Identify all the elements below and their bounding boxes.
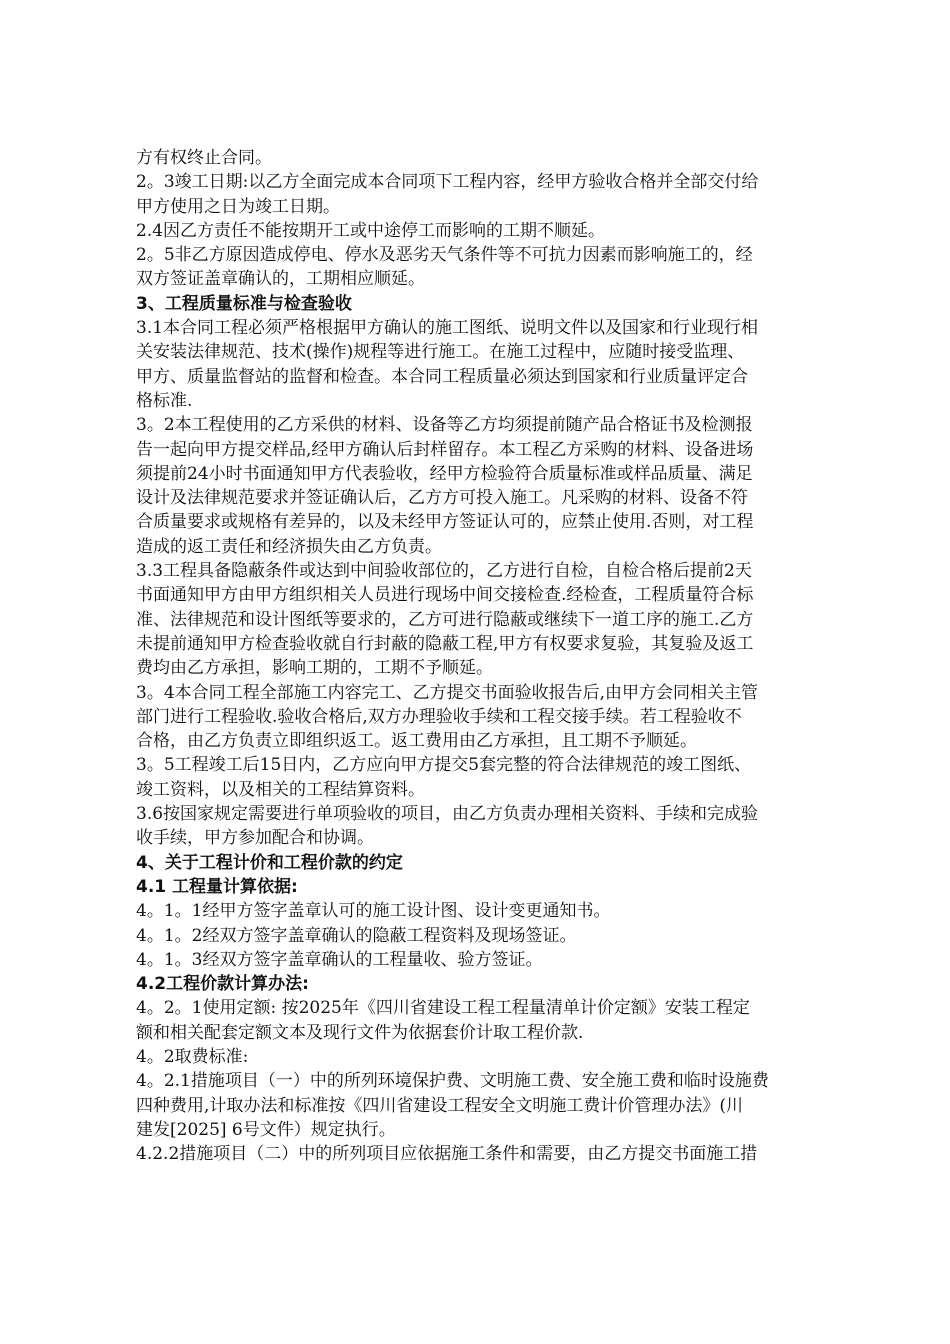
paragraph-line: 部门进行工程验收.验收合格后,双方办理验收手续和工程交接手续。若工程验收不 [136,706,742,727]
paragraph-line: 书面通知甲方由甲方组织相关人员进行现场中间交接检查.经检查，工程质量符合标 [136,585,754,606]
paragraph-line: 4。1。2经双方签字盖章确认的隐蔽工程资料及现场签证。 [136,925,577,946]
paragraph-line: 关安装法律规范、技术(操作)规程等进行施工。在施工过程中，应随时接受监理、 [136,342,745,363]
paragraph-line: 造成的返工责任和经济损失由乙方负责。 [136,536,442,557]
paragraph-line: 收手续，甲方参加配合和协调。 [136,828,374,849]
paragraph-line: 额和相关配套定额文本及现行文件为依据套价计取工程价款. [136,1022,584,1043]
paragraph-line: 甲方使用之日为竣工日期。 [136,196,340,217]
paragraph-line: 合格，由乙方负责立即组织返工。返工费用由乙方承担，且工期不予顺延。 [136,731,697,752]
paragraph-line: 3.1本合同工程必须严格根据甲方确认的施工图纸、说明文件以及国家和行业现行相 [136,318,759,339]
section-heading: 4.2工程价款计算办法: [136,974,309,995]
paragraph-line: 3。2本工程使用的乙方采供的材料、设备等乙方均须提前随产品合格证书及检测报 [136,415,753,436]
paragraph-line: 3。5工程竣工后15日内，乙方应向甲方提交5套完整的符合法律规范的竣工图纸、 [136,755,752,776]
paragraph-line: 竣工资料，以及相关的工程结算资料。 [136,779,425,800]
paragraph-line: 4。2.1措施项目（一）中的所列环境保护费、文明施工费、安全施工费和临时设施费 [136,1071,769,1092]
paragraph-line: 合质量要求或规格有差异的，以及未经甲方签证认可的，应禁止使用.否则，对工程 [136,512,754,533]
document-page [136,146,862,1166]
paragraph-line: 2。5非乙方原因造成停电、停水及恶劣天气条件等不可抗力因素而影响施工的，经 [136,245,753,266]
paragraph-line: 4。1。3经双方签字盖章确认的工程量收、验方签证。 [136,949,543,970]
section-heading: 4、关于工程计价和工程价款的约定 [136,852,403,873]
paragraph-line: 设计及法律规范要求并签证确认后，乙方方可投入施工。凡采购的材料、设备不符 [136,488,748,509]
paragraph-line: 3.6按国家规定需要进行单项验收的项目，由乙方负责办理相关资料、手续和完成验 [136,804,759,825]
section-heading: 3、工程质量标准与检查验收 [136,293,352,314]
paragraph-line: 4.2.2措施项目（二）中的所列项目应依据施工条件和需要，由乙方提交书面施工措 [136,1144,758,1165]
paragraph-line: 未提前通知甲方检查验收就自行封蔽的隐蔽工程,甲方有权要求复验，其复验及返工 [136,633,754,654]
paragraph-line: 须提前24小时书面通知甲方代表验收，经甲方检验符合质量标准或样品质量、满足 [136,463,753,484]
paragraph-line: 格标准. [136,390,193,411]
paragraph-line: 四种费用,计取办法和标准按《四川省建设工程安全文明施工费计价管理办法》(川 [136,1095,744,1116]
paragraph-line: 4。1。1经甲方签字盖章认可的施工设计图、设计变更通知书。 [136,901,611,922]
paragraph-line: 双方签证盖章确认的，工期相应顺延。 [136,269,425,290]
paragraph-line: 4。2取费标准: [136,1046,249,1067]
paragraph-line: 3.3工程具备隐蔽条件或达到中间验收部位的，乙方进行自检，自检合格后提前2天 [136,561,752,582]
paragraph-line: 3。4本合同工程全部施工内容完工、乙方提交书面验收报告后,由甲方会同相关主管 [136,682,759,703]
paragraph-line: 2.4因乙方责任不能按期开工或中途停工而影响的工期不顺延。 [136,220,606,241]
paragraph-line: 准、法律规范和设计图纸等要求的，乙方可进行隐蔽或继续下一道工序的施工.乙方 [136,609,754,630]
paragraph-line: 费均由乙方承担，影响工期的，工期不予顺延。 [136,658,493,679]
paragraph-line: 方有权终止合同。 [136,148,272,168]
paragraph-line: 甲方、质量监督站的监督和检查。本合同工程质量必须达到国家和行业质量评定合 [136,366,748,387]
paragraph-line: 告一起向甲方提交样品,经甲方确认后封样留存。本工程乙方采购的材料、设备进场 [136,439,754,460]
paragraph-line: 2。3竣工日期:以乙方全面完成本合同项下工程内容，经甲方验收合格并全部交付给 [136,172,759,193]
paragraph-line: 建发[2025] 6号文件）规定执行。 [136,1119,396,1140]
paragraph-line: 4。2。1使用定额: 按2025年《四川省建设工程工程量清单计价定额》安装工程定 [136,998,750,1019]
section-heading: 4.1 工程量计算依据: [136,876,298,897]
